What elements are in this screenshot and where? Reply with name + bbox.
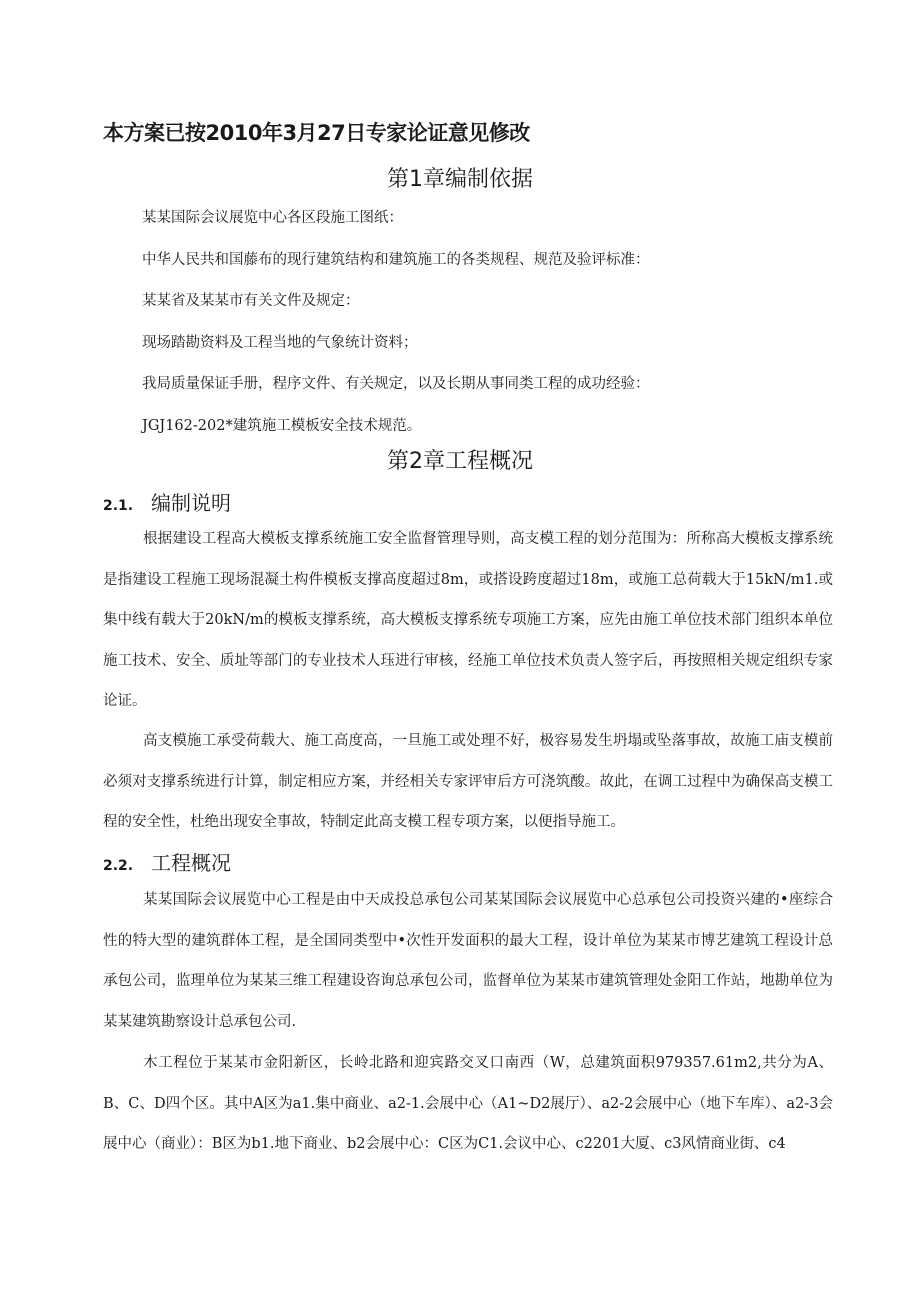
list-item: 某某省及某某市有关文件及规定： <box>142 293 360 309</box>
list-item: 现场踏勘资料及工程当地的气象统计资料； <box>142 334 418 351</box>
chapter-1-title: 第1章编制依据 <box>387 167 533 192</box>
chapter-2-title: 第2章工程概况 <box>387 449 533 474</box>
list-item: 中华人民共和国藤布的现行建筑结构和建筑施工的各类规程、规范及验评标准： <box>142 251 650 268</box>
paragraph: 根据建设工程高大模板支撑系统施工安全监督管理导则，高支模工程的划分范围为：所称高大模板支撑系统是指建设工程施工现场混凝土构件模板支撑高度超过8m，或搭设跨度超过18m，或施工总荷载大于15kN/m1.或集中线有载大于20kN/m的模板支撑系统，高大模板支撑系统专项施工方案，应先由施工单位技术部门组织本单位施工技术、安全、质址等部门的专业技术人珏进行审核，经施工单位技术负责人签字后，再按照相关规定组织专家论证。 <box>103 531 833 709</box>
basis-list <box>142 208 650 457</box>
paragraph: 木工程位于某某市金阳新区，长岭北路和迎宾路交叉口南西（W，总建筑面积979357.61m2,共分为A、B、C、D四个区。其中A区为a1.集中商业、a2-1.会展中心（A1~D2展厅）、a2-2会展中心（地下车库）、a2-3会展中心（商业）：B区为b1.地下商业、b2会展中心：C区为C1.会议中心、c2201大厦、c3风情商业街、c4 <box>103 1055 833 1152</box>
section-2-1-heading <box>103 487 231 516</box>
section-title: 工程概况 <box>151 851 231 875</box>
list-item: 我局质量保证手册，程序文件、有关规定，以及长期从事同类工程的成功经验： <box>142 376 650 392</box>
list-item: JGJ162-202*建筑施工模板安全技术规范。 <box>142 417 422 434</box>
paragraph: 高支模施工承受荷载大、施工高度高，一旦施工或处理不好，极容易发生坍塌或坠落事故，故施工庙支模前必须对支撑系统进行计算，制定相应方案，并经相关专家评审后方可浇筑酸。故此，在调工过程中为确保高支模工程的安全性，杜绝出现安全事故，特制定此高支模工程专项方案，以便指导施工。 <box>103 733 833 830</box>
section-number: 2.1. <box>103 498 134 514</box>
section-2-2-heading <box>103 847 231 876</box>
list-item: 某某国际会议展览中心各区段施工图纸： <box>142 210 403 226</box>
section-title: 编制说明 <box>151 491 231 515</box>
revision-note: 本方案已按2010年3月27日专家论证意见修改 <box>103 121 530 145</box>
section-number: 2.2. <box>103 858 134 874</box>
paragraph: 某某国际会议展览中心工程是由中天成投总承包公司某某国际会议展览中心总承包公司投资兴建的•座综合性的特大型的建筑群体工程，是全国同类型中•次性开发面积的最大工程，设计单位为某某市博艺建筑工程设计总承包公司，监理单位为某某三维工程建设咨询总承包公司，监督单位为某某市建筑管理处金阳工作站，地勘单位为某某建筑勘察设计总承包公司. <box>103 892 833 1030</box>
